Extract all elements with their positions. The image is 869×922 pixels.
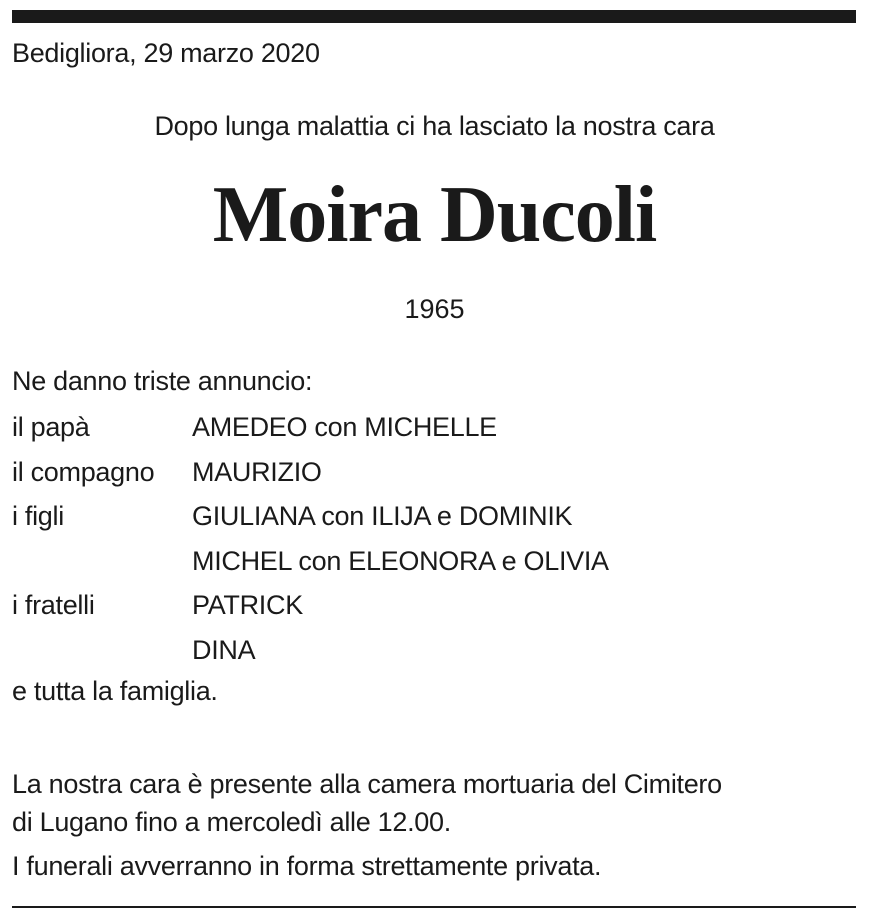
top-rule: [12, 10, 856, 23]
funeral-notes: [12, 765, 852, 885]
family-relation: i fratelli: [12, 590, 95, 620]
notes-line: di Lugano fino a mercoledì alle 12.00.: [12, 807, 451, 837]
family-row: [12, 455, 852, 500]
family-names: AMEDEO con MICHELLE: [192, 412, 497, 442]
family-row: [12, 544, 852, 589]
deceased-name: Moira Ducoli: [212, 171, 657, 259]
notes-line: La nostra cara è presente alla camera mortuaria del Cimitero: [12, 769, 722, 799]
family-row: [12, 499, 852, 544]
family-relation: [12, 633, 192, 678]
family-relation: il compagno: [12, 456, 155, 487]
family-names: GIULIANA con ILIJA e DOMINIK: [192, 501, 573, 531]
closing-text: e tutta la famiglia.: [12, 676, 218, 706]
family-row: [12, 588, 852, 633]
family-list: [12, 410, 852, 677]
bottom-rule: [12, 906, 856, 908]
family-relation: [12, 544, 192, 589]
family-row: [12, 410, 852, 455]
notes-line: I funerali avverranno in forma strettamente privata.: [12, 851, 602, 881]
intro-text: Dopo lunga malattia ci ha lasciato la nostra cara: [154, 111, 715, 141]
family-relation: i figli: [12, 501, 64, 531]
announcement-intro: Ne danno triste annuncio:: [12, 366, 313, 396]
family-names: MICHEL con ELEONORA e OLIVIA: [192, 545, 609, 576]
family-names: PATRICK: [192, 590, 303, 620]
family-names: DINA: [192, 634, 256, 665]
place-date: Bedigliora, 29 marzo 2020: [12, 38, 320, 68]
family-names: MAURIZIO: [192, 456, 322, 487]
birth-year: 1965: [404, 294, 465, 324]
family-row: [12, 633, 852, 678]
family-relation: il papà: [12, 412, 90, 442]
